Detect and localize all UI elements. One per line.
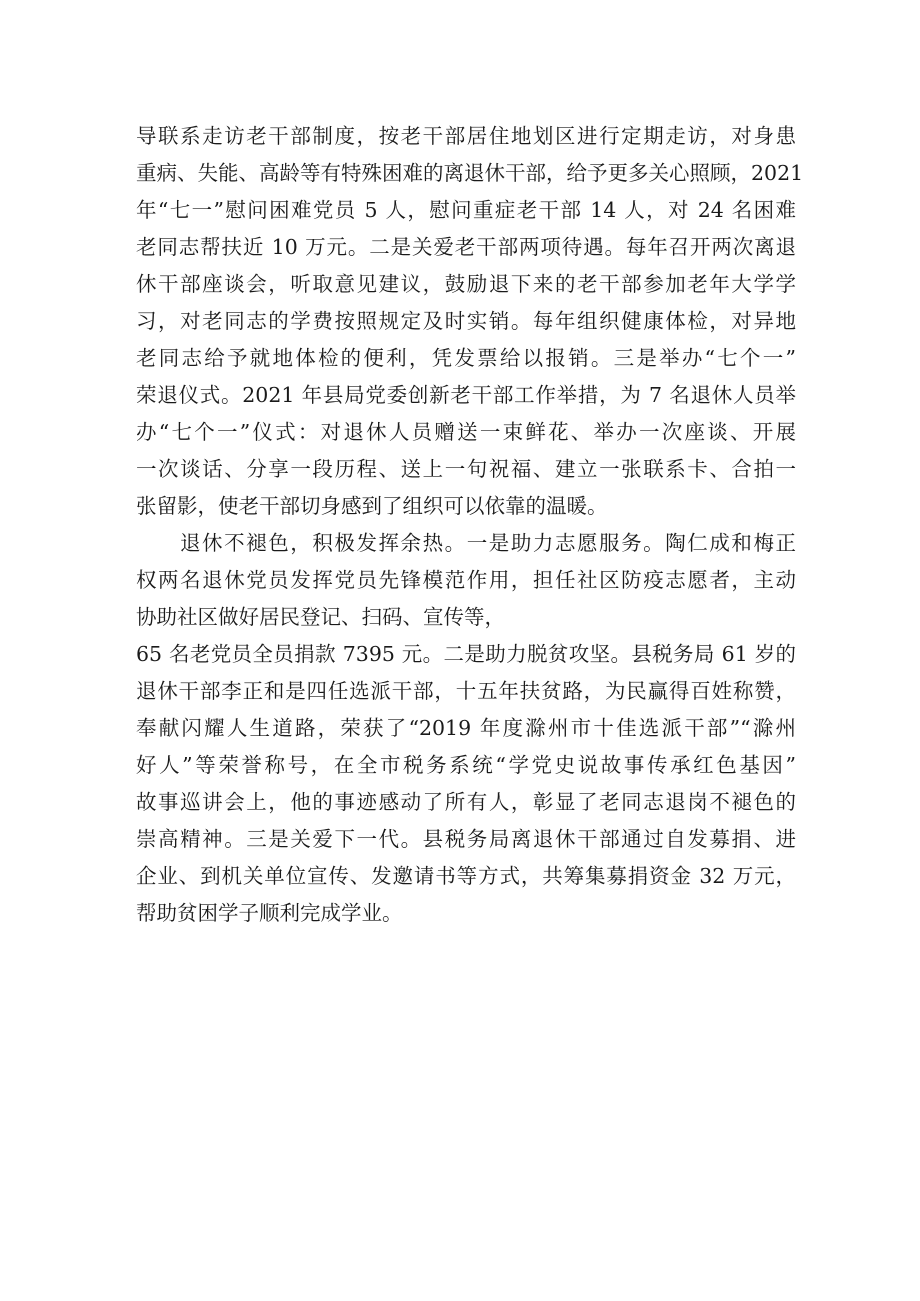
text-line: 导联系走访老干部制度，按老干部居住地划区进行定期走访，对身患 (136, 124, 796, 148)
text-line: 重病、失能、高龄等有特殊困难的离退休干部，给予更多关心照顾，2021 (136, 161, 804, 185)
text-line: 荣退仪式。2021 年县局党委创新老干部工作举措，为 7 名退休人员举 (136, 383, 796, 407)
text-line: 张留影，使老干部切身感到了组织可以依靠的温暖。 (136, 494, 608, 518)
text-line: 老同志帮扶近 10 万元。二是关爱老干部两项待遇。每年召开两次离退 (136, 235, 796, 259)
text-line: 休干部座谈会，听取意见建议，鼓励退下来的老干部参加老年大学学 (136, 272, 796, 296)
text-line: 故事巡讲会上，他的事迹感动了所有人，彰显了老同志退岗不褪色的 (136, 790, 796, 814)
document-body (136, 118, 804, 932)
text-line: 协助社区做好居民登记、扫码、宣传等， (136, 605, 505, 629)
paragraph (136, 118, 804, 525)
text-line: 办“七个一”仪式：对退休人员赠送一束鲜花、举办一次座谈、开展 (136, 420, 796, 444)
text-line: 崇高精神。三是关爱下一代。县税务局离退休干部通过自发募捐、进 (136, 827, 796, 851)
text-line: 年“七一”慰问困难党员 5 人，慰问重症老干部 14 人，对 24 名困难 (136, 198, 796, 222)
text-line: 权两名退休党员发挥党员先锋模范作用，担任社区防疫志愿者，主动 (136, 568, 796, 592)
text-line: 一次谈话、分享一段历程、送上一句祝福、建立一张联系卡、合拍一 (136, 457, 796, 481)
text-line: 退休不褪色，积极发挥余热。一是助力志愿服务。陶仁成和梅正 (180, 531, 796, 555)
text-line: 帮助贫困学子顺利完成学业。 (136, 901, 403, 925)
text-line: 奉献闪耀人生道路，荣获了“2019 年度滁州市十佳选派干部”“滁州 (136, 716, 796, 740)
text-line: 老同志给予就地体检的便利，凭发票给以报销。三是举办“七个一” (136, 346, 796, 370)
text-line: 退休干部李正和是四任选派干部，十五年扶贫路，为民赢得百姓称赞， (136, 679, 796, 703)
paragraph (136, 525, 796, 636)
text-line: 好人”等荣誉称号，在全市税务系统“学党史说故事传承红色基因” (136, 753, 796, 777)
text-line: 65 名老党员全员捐款 7395 元。二是助力脱贫攻坚。县税务局 61 岁的 (136, 642, 796, 666)
text-line: 企业、到机关单位宣传、发邀请书等方式，共筹集募捐资金 32 万元， (136, 864, 796, 888)
paragraph (136, 636, 796, 932)
text-line: 习，对老同志的学费按照规定及时实销。每年组织健康体检，对异地 (136, 309, 796, 333)
